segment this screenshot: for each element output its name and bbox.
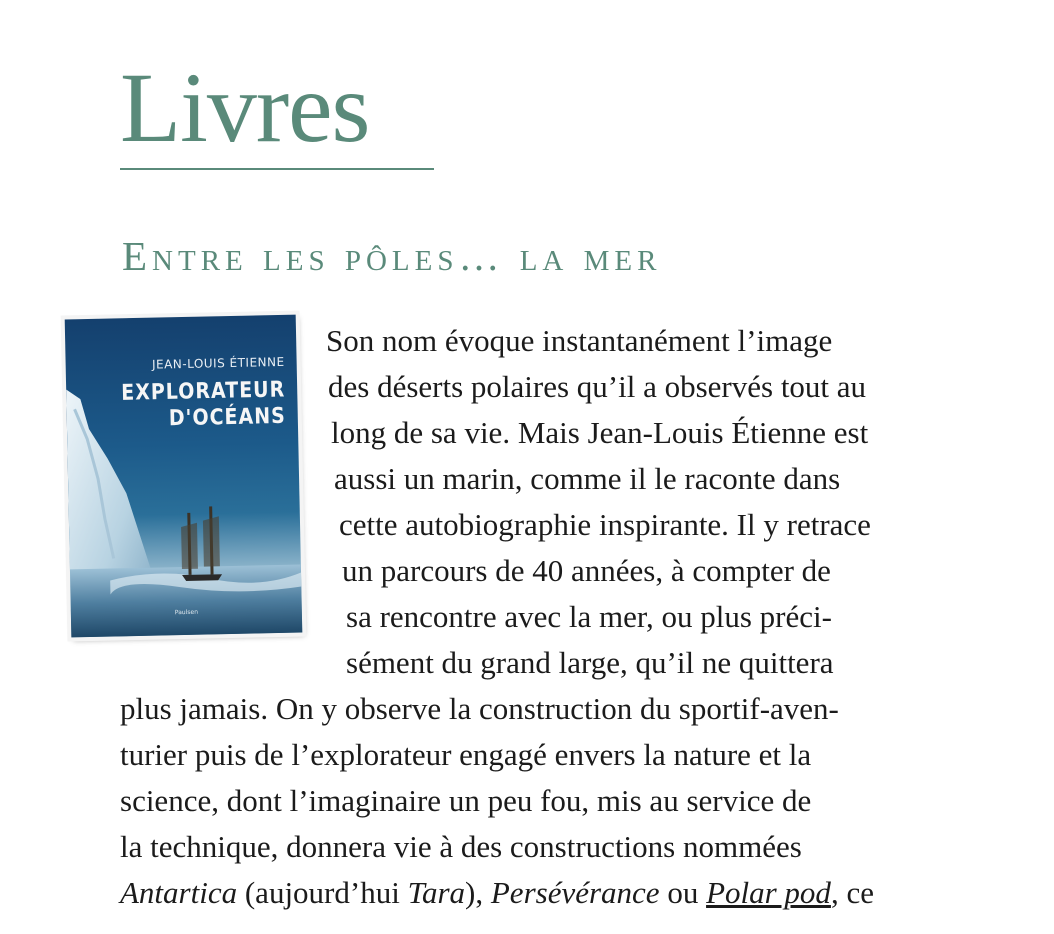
body-text-fragment: ),	[465, 875, 491, 910]
body-line: la technique, donnera vie à des constructions nommées	[120, 829, 802, 864]
ship-name-perseverance: Persévérance	[490, 875, 660, 910]
body-line: science, dont l’imaginaire un peu fou, mis au service de	[120, 783, 812, 818]
cover-title-line2: D'OCÉANS	[168, 403, 287, 432]
cover-publisher: Paulsen	[174, 608, 199, 617]
body-line: des déserts polaires qu’il a observés tout au	[328, 369, 867, 404]
body-line: plus jamais. On y observe la construction du sportif-aven-	[120, 691, 839, 726]
cover-author: JEAN-LOUIS ÉTIENNE	[151, 354, 285, 372]
ship-name-tara: Tara	[407, 875, 466, 910]
book-cover-image	[65, 315, 303, 638]
body-line: un parcours de 40 années, à compter de	[342, 553, 831, 588]
body-line: aussi un marin, comme il le raconte dans	[334, 461, 841, 496]
cover-title-line1: EXPLORATEUR	[120, 376, 286, 406]
body-text-fragment: (aujourd’hui	[237, 875, 408, 910]
body-line: cette autobiographie inspirante. Il y retrace	[339, 507, 871, 542]
ship-name-antartica: Antartica	[120, 875, 238, 910]
body-line: turier puis de l’explorateur engagé envers la nature et la	[120, 737, 812, 772]
body-text-fragment: , ce	[830, 875, 874, 910]
body-text-fragment: ou	[659, 875, 707, 910]
body-line: Son nom évoque instantanément l’image	[326, 323, 833, 358]
ship-name-polar-pod: Polar pod	[706, 875, 831, 910]
body-line: long de sa vie. Mais Jean-Louis Étienne est	[331, 415, 869, 450]
title-underline	[120, 168, 434, 170]
body-line-last	[120, 870, 874, 916]
cover-title	[66, 377, 286, 434]
body-line: sément du grand large, qu’il ne quittera	[346, 645, 834, 680]
article-title: Entre les pôles… la mer	[122, 233, 662, 279]
section-title: Livres	[120, 52, 370, 163]
body-line: sa rencontre avec la mer, ou plus préci-	[346, 599, 832, 634]
